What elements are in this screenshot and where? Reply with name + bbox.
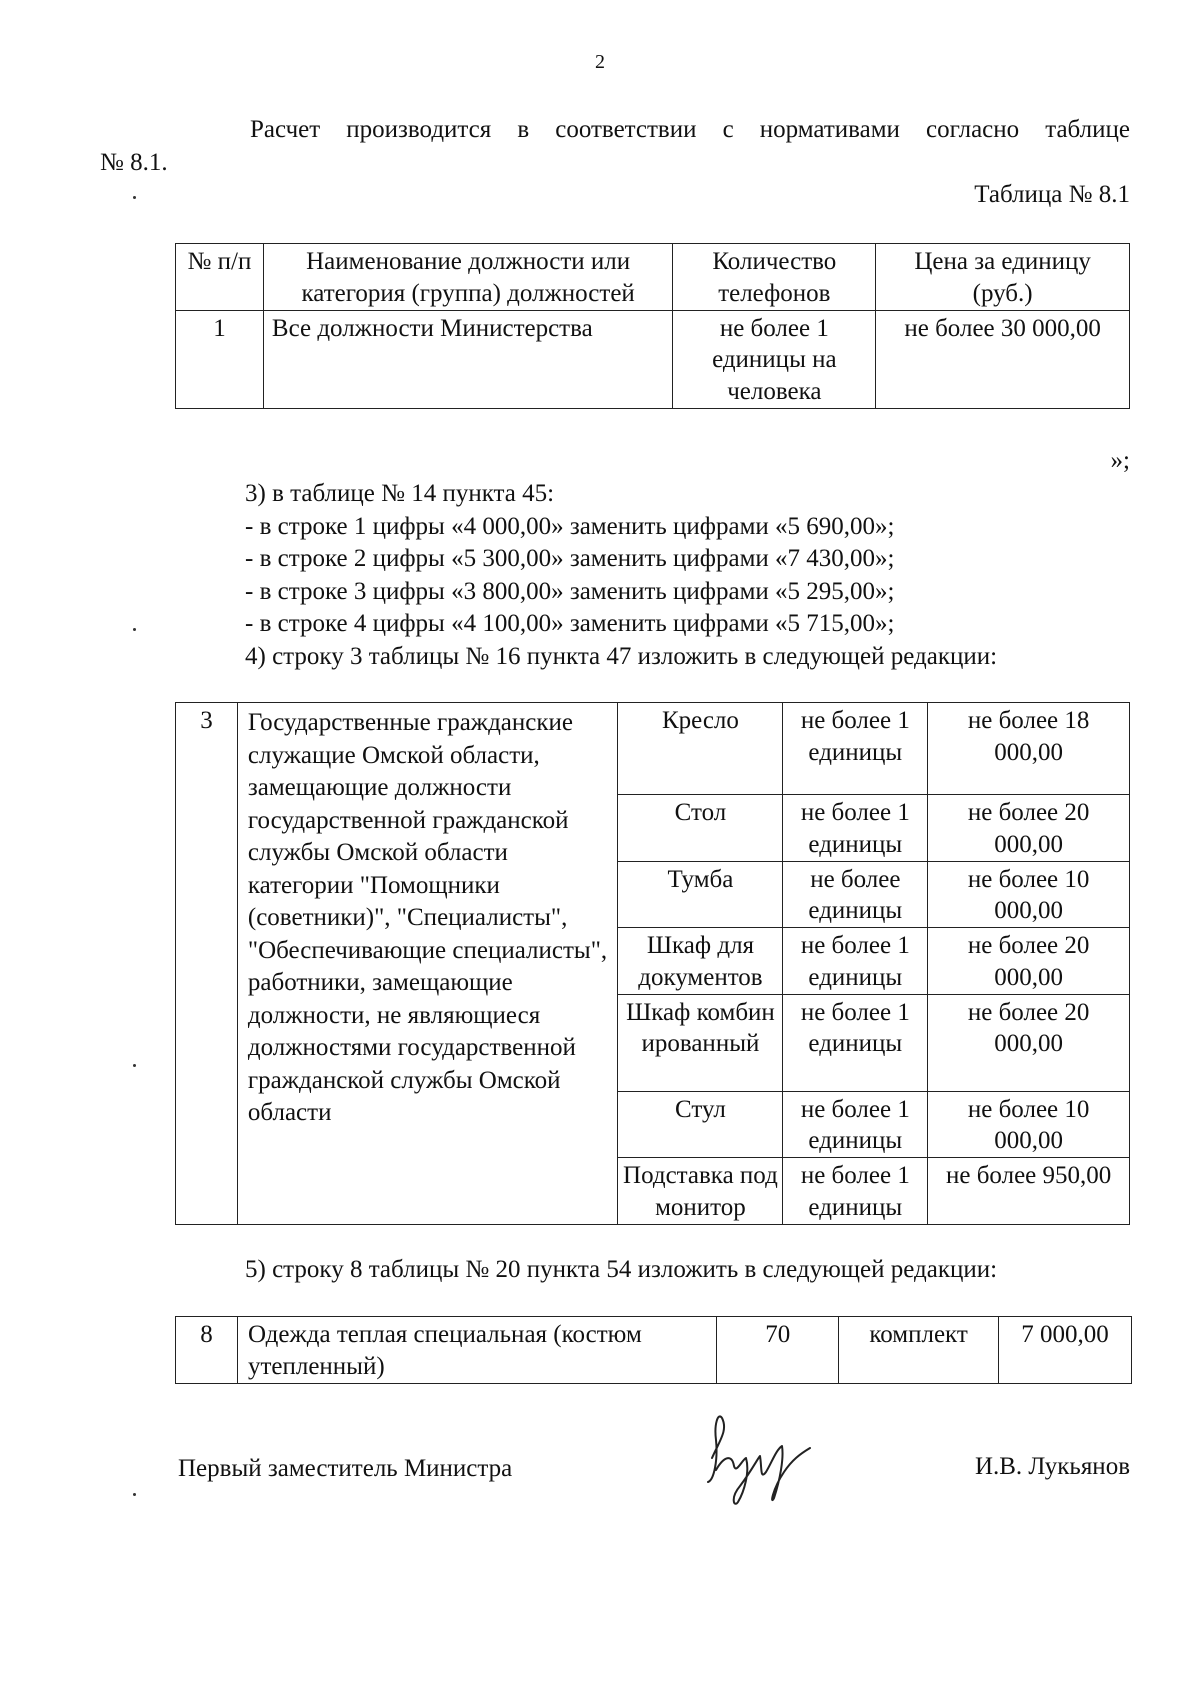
cell-item-qty: не более 1 единицы	[783, 1091, 928, 1158]
header-num: № п/п	[176, 244, 264, 311]
cell-item-qty: не более 1 единицы	[783, 928, 928, 995]
header-phone-count: Количество телефонов	[673, 244, 876, 311]
table-row	[176, 703, 1130, 795]
cell-item-name: Стол	[618, 795, 783, 862]
amendment-row-1: - в строке 1 цифры «4 000,00» заменить цифрами «5 690,00»;	[245, 512, 895, 540]
cell-item-name: Шкаф комбинированный	[618, 994, 783, 1091]
table-row	[176, 1317, 1132, 1384]
intro-paragraph	[100, 113, 1130, 179]
cell-position: Все должности Министерства	[263, 310, 673, 408]
signatory-name: И.В. Лукьянов	[974, 1453, 1130, 1480]
cell-quantity: 70	[717, 1317, 839, 1384]
closing-quote: »;	[1110, 447, 1130, 474]
cell-item-price: не более 18 000,00	[928, 703, 1130, 795]
amendment-4: 4) строку 3 таблицы № 16 пункта 47 изложить в следующей редакции:	[245, 642, 998, 670]
cell-item-qty: не более единицы	[783, 861, 928, 928]
page-number: 2	[595, 51, 605, 73]
cell-item-price: не более 20 000,00	[928, 795, 1130, 862]
cell-item-price: не более 950,00	[928, 1158, 1130, 1225]
cell-unit-price: не более 30 000,00	[876, 310, 1130, 408]
cell-num: 3	[176, 703, 238, 1225]
cell-item-name: Кресло	[618, 703, 783, 795]
table-16-row-3	[175, 702, 1130, 1225]
table-caption: Таблица № 8.1	[974, 181, 1130, 208]
amendments-list	[245, 478, 1145, 673]
cell-item-qty: не более 1 единицы	[783, 703, 928, 795]
scan-dot	[133, 196, 136, 199]
table-header-row	[176, 244, 1130, 311]
scan-dot	[133, 628, 136, 631]
cell-item-price: не более 10 000,00	[928, 1091, 1130, 1158]
cell-unit: комплект	[839, 1317, 999, 1384]
amendment-row-3: - в строке 3 цифры «3 800,00» заменить цифрами «5 295,00»;	[245, 577, 895, 605]
cell-item-name: Подставка под монитор	[618, 1158, 783, 1225]
cell-item-name: Одежда теплая специальная (костюм утепленный)	[237, 1317, 716, 1384]
scan-dot	[133, 1064, 136, 1067]
cell-item-price: не более 20 000,00	[928, 928, 1130, 995]
scan-dot	[133, 1493, 136, 1496]
cell-num: 8	[176, 1317, 238, 1384]
signatory-role: Первый заместитель Министра	[178, 1455, 513, 1482]
cell-item-price: не более 20 000,00	[928, 994, 1130, 1091]
cell-item-name: Стул	[618, 1091, 783, 1158]
cell-item-name: Шкаф для документов	[618, 928, 783, 995]
cell-phone-count: не более 1 единицы на человека	[673, 310, 876, 408]
intro-line-2: № 8.1.	[100, 149, 168, 176]
table-8-1	[175, 243, 1130, 409]
amendment-row-4: - в строке 4 цифры «4 100,00» заменить цифрами «5 715,00»;	[245, 610, 895, 637]
cell-item-price: не более 10 000,00	[928, 861, 1130, 928]
cell-item-qty: не более 1 единицы	[783, 795, 928, 862]
amendment-3: 3) в таблице № 14 пункта 45:	[245, 480, 555, 507]
cell-price: 7 000,00	[999, 1317, 1132, 1384]
table-20-row-8	[175, 1316, 1132, 1384]
cell-item-qty: не более 1 единицы	[783, 994, 928, 1091]
cell-item-qty: не более 1 единицы	[783, 1158, 928, 1225]
cell-num: 1	[176, 310, 264, 408]
intro-line-1: Расчет производится в соответствии с нормативами согласно таблице	[250, 116, 1130, 143]
amendment-row-2: - в строке 2 цифры «5 300,00» заменить цифрами «7 430,00»;	[245, 545, 895, 572]
cell-category: Государственные гражданские служащие Омской области, замещающие должности государственной гражданской службы Омской области категории "Помощники (советники)", "Специалисты", "Обеспечивающие специалисты", работники, замещающие должности, не являющиеся должностями государственной гражданской службы Омской области	[237, 703, 618, 1225]
amendment-5: 5) строку 8 таблицы № 20 пункта 54 изложить в следующей редакции:	[245, 1256, 998, 1283]
table-row	[176, 310, 1130, 408]
header-unit-price: Цена за единицу (руб.)	[876, 244, 1130, 311]
handwritten-signature	[700, 1410, 820, 1510]
header-position: Наименование должности или категория (группа) должностей	[263, 244, 673, 311]
cell-item-name: Тумба	[618, 861, 783, 928]
